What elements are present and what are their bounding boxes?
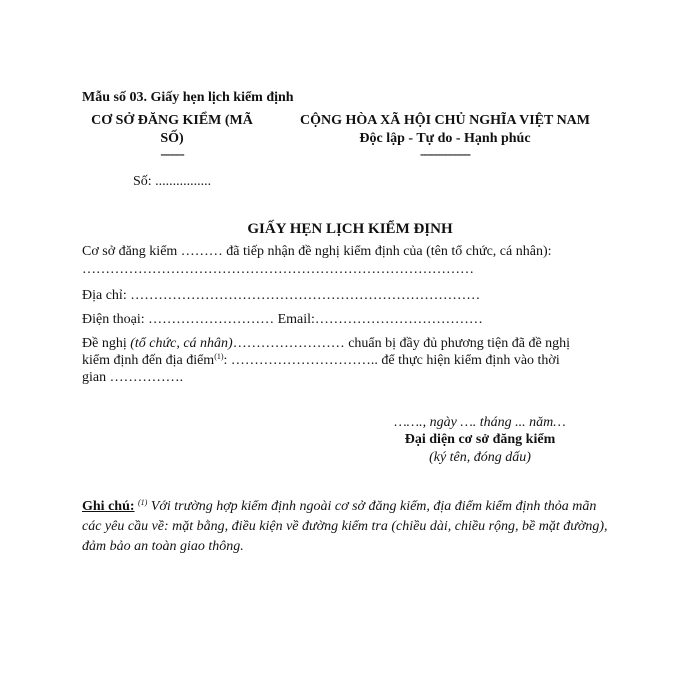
request-prefix: Đề nghị bbox=[82, 336, 131, 351]
footnote-mark: (1) bbox=[214, 352, 224, 361]
signature-role: Đại diện cơ sở đăng kiểm bbox=[404, 432, 556, 447]
body-line-1: Cơ sở đăng kiểm ……… đã tiếp nhận đề nghị kiểm định của (tên tổ chức, cá nhân): bbox=[82, 244, 552, 259]
place-rest: : ………………………….. để thực hiện kiểm định vào thời bbox=[223, 353, 560, 368]
document-title: GIẤY HẸN LỊCH KIỂM ĐỊNH bbox=[247, 221, 453, 237]
request-rest: …………………… chuẩn bị đầy đủ phương tiện đã đề nghị bbox=[232, 336, 571, 351]
place-line bbox=[82, 353, 560, 369]
note-text: Với trường hợp kiểm định ngoài cơ sở đăng kiểm, địa điểm kiểm định thỏa mãn các yêu cầu về: mặt bằng, điều kiện về đường kiểm tra (chiều dài, chiều rộng, bề mặt đường), đảm bảo an toàn giao thông. bbox=[82, 499, 608, 554]
document-number: Số: ................ bbox=[133, 174, 212, 189]
signature-date: ……., ngày …. tháng ... năm… bbox=[394, 415, 566, 430]
agency-divider: ------- bbox=[160, 146, 184, 161]
place-prefix: kiểm định đến địa điểm bbox=[82, 353, 215, 368]
request-party: (tổ chức, cá nhân) bbox=[130, 336, 233, 351]
agency-name-line2: SỐ) bbox=[160, 131, 184, 146]
note-block bbox=[82, 497, 612, 557]
request-line bbox=[82, 336, 570, 352]
note-label: Ghi chú: bbox=[82, 499, 135, 514]
phone-email-line: Điện thoại: ……………………… Email:……………………………… bbox=[82, 312, 483, 327]
national-motto: Độc lập - Tự do - Hạnh phúc bbox=[359, 131, 531, 146]
motto-divider: --------------- bbox=[420, 146, 470, 161]
note-mark: (1) bbox=[138, 498, 148, 507]
form-number: Mẫu số 03. Giấy hẹn lịch kiểm định bbox=[82, 90, 294, 105]
time-line: gian ……………. bbox=[82, 370, 184, 385]
address-line: Địa chỉ: ………………………………………………………………… bbox=[82, 288, 481, 303]
signature-instruction: (ký tên, đóng dấu) bbox=[429, 450, 531, 465]
body-line-2: ………………………………………………………………………… bbox=[82, 262, 474, 277]
national-title: CỘNG HÒA XÃ HỘI CHỦ NGHĨA VIỆT NAM bbox=[299, 113, 590, 128]
agency-name-line1: CƠ SỞ ĐĂNG KIỂM (MÃ bbox=[91, 113, 253, 128]
